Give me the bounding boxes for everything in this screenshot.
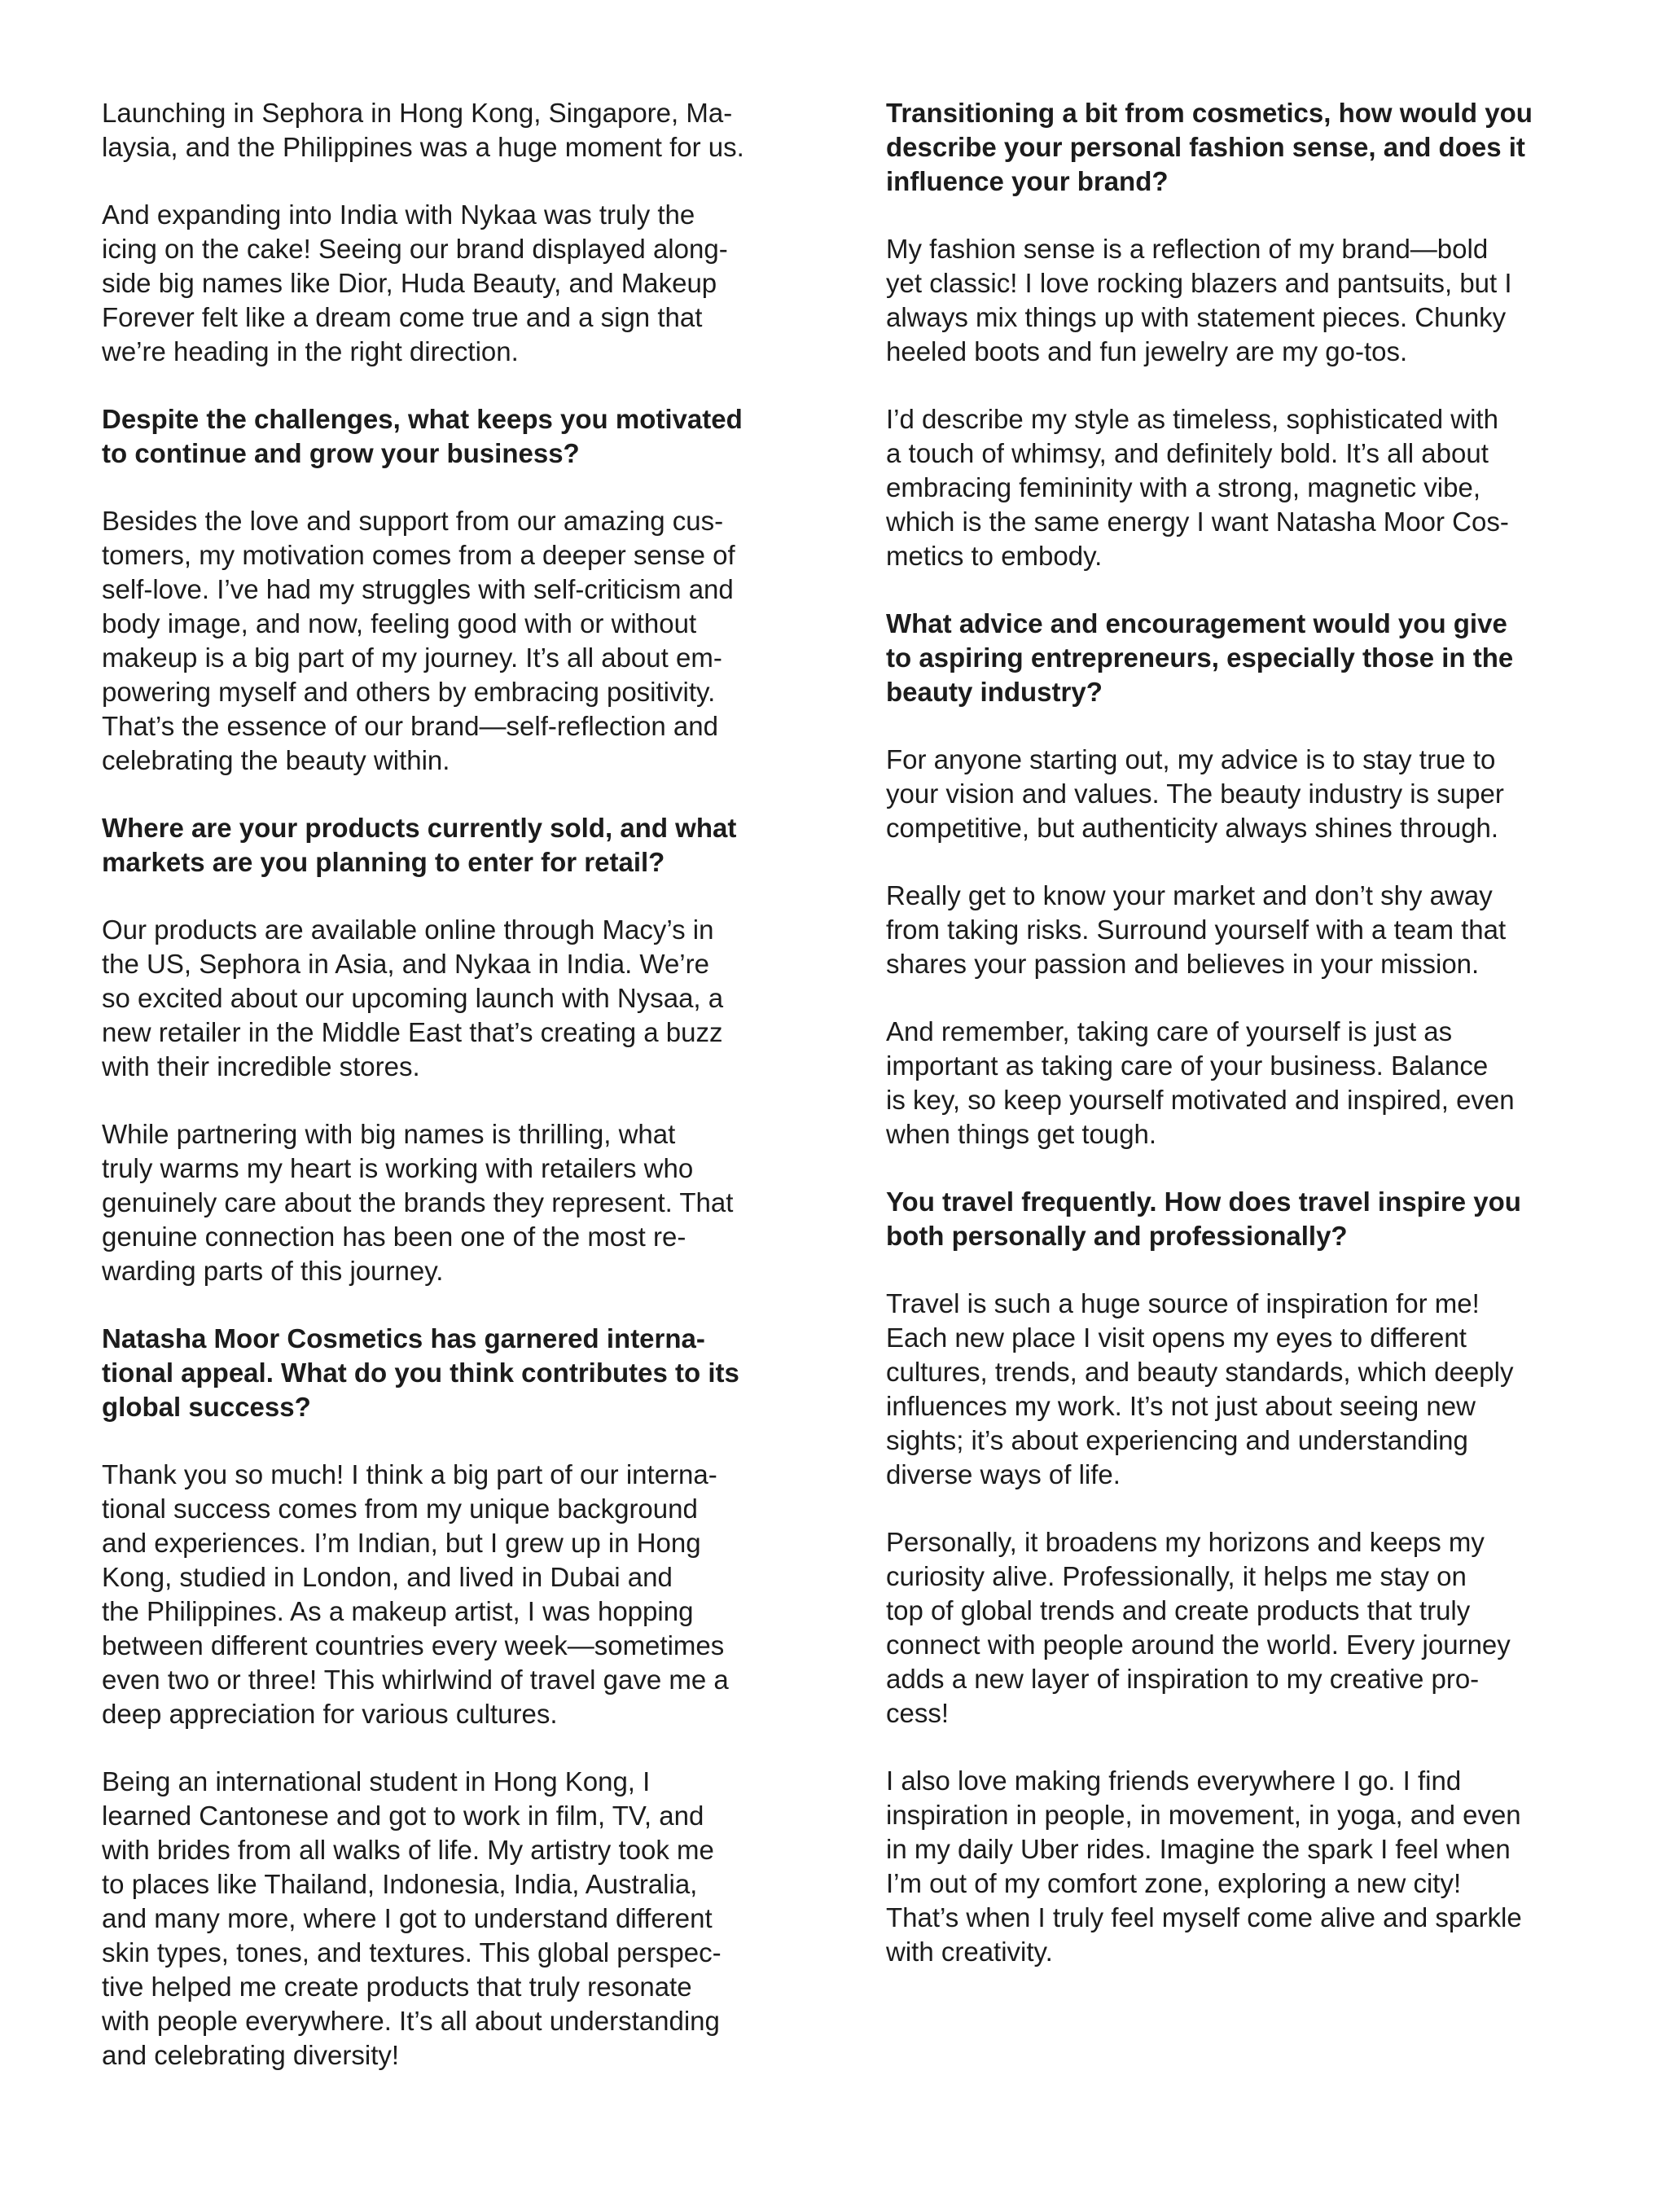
paragraph: And expanding into India with Nykaa was truly the icing on the cake! Seeing our brand displayed along- side big names like Dior, Huda Beauty, and Makeup Forever felt like a dream come true and a sign that we’re heading in the right direction. (102, 200, 728, 366)
paragraph: Our products are available online through Macy’s in the US, Sephora in Asia, and Nykaa in India. We’re so excited about our upcoming launch with Nysaa, a new retailer in the Middle East that’s creating a buzz with their incredible stores. (102, 915, 724, 1081)
question-heading: Despite the challenges, what keeps you motivated to continue and grow your business? (102, 404, 743, 468)
paragraph: Really get to know your market and don’t shy away from taking risks. Surround yourself with a team that shares your passion and believes in your mission. (886, 880, 1507, 979)
paragraph: Launching in Sephora in Hong Kong, Singapore, Ma- laysia, and the Philippines was a huge moment for us. (102, 98, 744, 162)
question-heading: What advice and encouragement would you give to aspiring entrepreneurs, especially those in the beauty industry? (886, 608, 1514, 707)
left-column (102, 96, 818, 2106)
question-heading: Natasha Moor Cosmetics has garnered interna- tional appeal. What do you think contributes to its global success? (102, 1323, 739, 1422)
paragraph: My fashion sense is a reflection of my brand—bold yet classic! I love rocking blazers and pantsuits, but I always mix things up with statement pieces. Chunky heeled boots and fun jewelry are my go-tos. (886, 234, 1512, 366)
paragraph: I’d describe my style as timeless, sophisticated with a touch of whimsy, and definitely bold. It’s all about embracing femininity with a strong, magnetic vibe, which is the same energy I want Natasha Moor Cos- metics to embody. (886, 404, 1509, 571)
paragraph: Personally, it broadens my horizons and keeps my curiosity alive. Professionally, it helps me stay on top of global trends and create products that truly connect with people around the world. Every journey adds a new layer of inspiration to my creative pro- cess! (886, 1527, 1511, 1728)
paragraph: Being an international student in Hong Kong, I learned Cantonese and got to work in film, TV, and with brides from all walks of life. My artistry took me to places like Thailand, Indonesia, India, Australia, and many more, where I got to understand different skin types, tones, and textures. This global perspec- tive helped me create products that truly resonate with people everywhere. It’s all about understanding and celebrating diversity! (102, 1766, 722, 2070)
paragraph: Besides the love and support from our amazing cus- tomers, my motivation comes from a deeper sense of self-love. I’ve had my struggles with self-criticism and body image, and now, feeling good with or without makeup is a big part of my journey. It’s all about em- powering myself and others by embracing positivity. That’s the essence of our brand—self-reflection and celebrating the beauty within. (102, 506, 735, 775)
paragraph: Travel is such a huge source of inspiration for me! Each new place I visit opens my eyes to different cultures, trends, and beauty standards, which deeply influences my work. It’s not just about seeing new sights; it’s about experiencing and understanding diverse ways of life. (886, 1288, 1514, 1489)
paragraph: For anyone starting out, my advice is to stay true to your vision and values. The beauty industry is super competitive, but authenticity always shines through. (886, 744, 1504, 843)
question-heading: Transitioning a bit from cosmetics, how would you describe your personal fashion sense, and does it influence your brand? (886, 98, 1533, 196)
paragraph: And remember, taking care of yourself is just as important as taking care of your business. Balance is key, so keep yourself motivated and inspired, even when things get tough. (886, 1016, 1515, 1149)
question-heading: Where are your products currently sold, and what markets are you planning to enter for retail? (102, 813, 737, 877)
paragraph: I also love making friends everywhere I go. I find inspiration in people, in movement, in yoga, and even in my daily Uber rides. Imagine the spark I feel when I’m out of my comfort zone, exploring a new city! That’s when I truly feel myself come alive and sparkle with creativity. (886, 1766, 1522, 1967)
paragraph: While partnering with big names is thrilling, what truly warms my heart is working with retailers who genuinely care about the brands they represent. That genuine connection has been one of the most re- warding parts of this journey. (102, 1119, 734, 1286)
question-heading: You travel frequently. How does travel inspire you both personally and professionally? (886, 1187, 1521, 1251)
right-column (886, 96, 1603, 2003)
paragraph: Thank you so much! I think a big part of our interna- tional success comes from my unique background and experiences. I’m Indian, but I grew up in Hong Kong, studied in London, and lived in Dubai and the Philippines. As a makeup artist, I was hopping between different countries every week—sometimes even two or three! This whirlwind of travel gave me a deep appreciation for various cultures. (102, 1459, 729, 1729)
